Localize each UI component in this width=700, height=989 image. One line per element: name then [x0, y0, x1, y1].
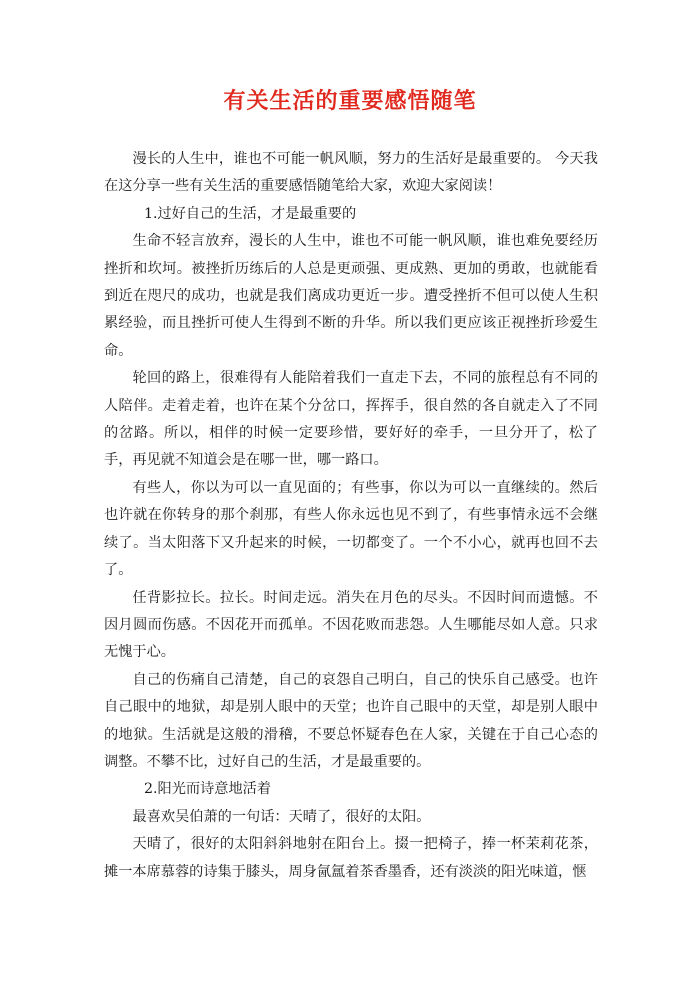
section-heading: 2.阳光而诗意地活着 — [144, 781, 272, 798]
paragraph: 生命不轻言放弃，漫长的人生中，谁也不可能一帆风顺，谁也难免要经历挫折和坎坷。被挫折历练后的人总是更顽强、更成熟、更加的勇敢，也就能看到近在咫尺的成功，也就是我们离成功更近一步。遭受挫折不但可以使人生积累经验，而且挫折可使人生得到不断的升华。所以我们更应该正视挫折珍爱生命。 — [104, 233, 598, 359]
paragraph: 漫长的人生中，谁也不可能一帆风顺，努力的生活好是最重要的。 今天我在这分享一些有关生活的重要感悟随笔给大家，欢迎大家阅读！ — [104, 151, 598, 195]
paragraph: 天晴了，很好的太阳斜斜地射在阳台上。掇一把椅子，捧一杯茉莉花茶，摊一本席慕蓉的诗集于膝头，周身氤氲着茶香墨香，还有淡淡的阳光味道，惬 — [104, 836, 598, 880]
document-title: 有关生活的重要感悟随笔 — [223, 89, 477, 114]
paragraph: 最喜欢吴伯萧的一句话：天晴了，很好的太阳。 — [132, 808, 431, 825]
section-heading: 1.过好自己的生活，才是最重要的 — [144, 205, 357, 222]
paragraph: 任背影拉长。拉长。时间走远。消失在月色的尽头。不因时间而遗憾。不因月圆而伤感。不因花开而孤单。不因花败而悲怨。人生哪能尽如人意。只求无愧于心。 — [104, 589, 598, 661]
document-body — [104, 146, 598, 886]
paragraph: 轮回的路上，很难得有人能陪着我们一直走下去，不同的旅程总有不同的人陪伴。走着走着，也许在某个分岔口，挥挥手，很自然的各自就走入了不同的岔路。所以，相伴的时候一定要珍惜，要好好的牵手，一旦分开了，松了手，再见就不知道会是在哪一世，哪一路口。 — [104, 370, 598, 469]
paragraph: 自己的伤痛自己清楚，自己的哀怨自己明白，自己的快乐自己感受。也许自己眼中的地狱，却是别人眼中的天堂；也许自己眼中的天堂，却是别人眼中的地狱。生活就是这般的滑稽，不要总怀疑春色在人家，关键在于自己心态的调整。不攀不比，过好自己的生活，才是最重要的。 — [104, 671, 598, 770]
paragraph: 有些人，你以为可以一直见面的；有些事，你以为可以一直继续的。然后也许就在你转身的那个刹那，有些人你永远也见不到了，有些事情永远不会继续了。当太阳落下又升起来的时候，一切都变了。一个不小心，就再也回不去了。 — [104, 479, 598, 579]
